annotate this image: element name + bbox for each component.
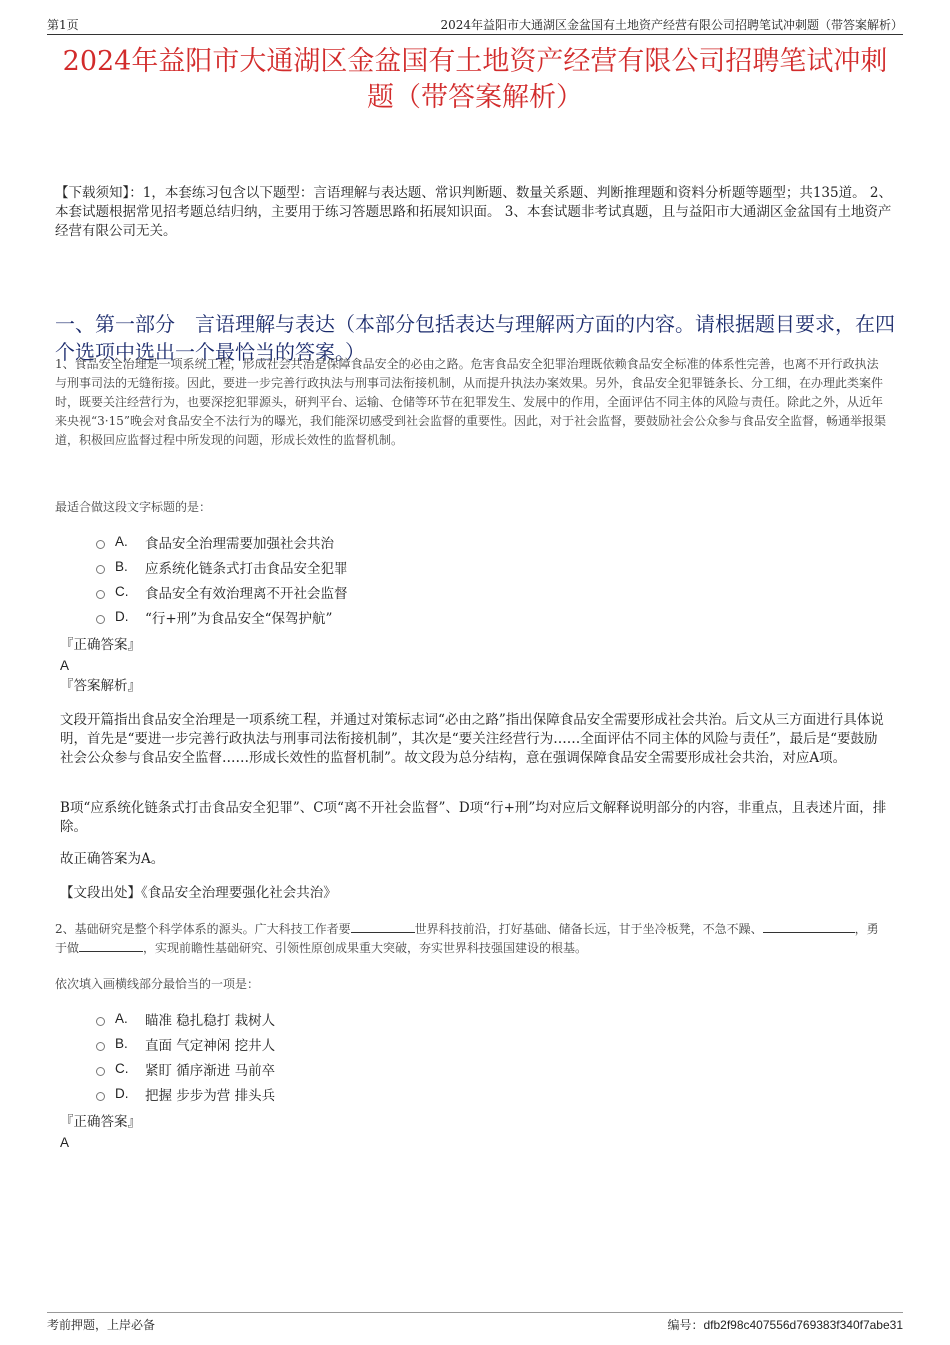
answer-label: 『正确答案』 (60, 637, 141, 653)
document-id: 编号：dfb2f98c407556d769383f340f7abe31 (667, 1318, 903, 1332)
blank-1[interactable] (351, 920, 415, 933)
answer-label: 『正确答案』 (60, 1114, 141, 1130)
question-2-prompt: 依次填入画横线部分最恰当的一项是： (55, 977, 260, 991)
radio-icon[interactable] (96, 1067, 105, 1076)
option-c[interactable]: C. 食品安全有效治理离不开社会监督 (96, 579, 348, 604)
radio-icon[interactable] (96, 590, 105, 599)
document-title: 2024年益阳市大通湖区金盆国有土地资产经营有限公司招聘笔试冲刺题（带答案解析） (62, 46, 888, 113)
page-footer (47, 1312, 903, 1333)
question-1-text: 1、食品安全治理是一项系统工程，形成社会共治是保障食品安全的必由之路。危害食品安全犯罪治理既依赖食品安全标准的体系性完善，也离不开行政执法与刑事司法的无缝衔接。因此，要进一步完善行政执法与刑事司法衔接机制，从而提升执法办案效果。另外，食品安全犯罪链条长、分工细，在办理此类案件时，既要关注经营行为，也要深挖犯罪源头，研判平台、运输、仓储等环节在犯罪发生、发展中的作用，全面评估不同主体的风险与责任。除此之外，从近年来央视“3·15”晚会对食品安全不法行为的曝光，我们能深切感受到社会监督的重要性。因此，对于社会监督，要鼓励社会公众参与食品安全监督，畅通举报渠道，积极回应监督过程中所发现的问题，形成长效性的监督机制。 (55, 357, 886, 447)
analysis-paragraph-3: 故正确答案为A。 (60, 851, 165, 867)
header-doc-title: 2024年益阳市大通湖区金盆国有土地资产经营有限公司招聘笔试冲刺题（带答案解析） (440, 18, 903, 32)
question-2-options (96, 1006, 275, 1106)
option-b[interactable]: B. 直面 气定神闲 挖井人 (96, 1031, 275, 1056)
option-a[interactable]: A. 食品安全治理需要加强社会共治 (96, 529, 348, 554)
option-d[interactable]: D. “行+刑”为食品安全“保驾护航” (96, 604, 348, 629)
radio-icon[interactable] (96, 565, 105, 574)
blank-3[interactable] (79, 939, 143, 952)
download-notice: 【下载须知】：1，本套练习包含以下题型：言语理解与表达题、常识判断题、数量关系题、判断推理题和资料分析题等题型；共135道。 2、本套试题根据常见招考题总结归纳，主要用于练习答题思路和拓展知识面。 3、本套试题非考试真题，且与益阳市大通湖区金盆国有土地资产经营有限公司无关。 (55, 185, 892, 239)
radio-icon[interactable] (96, 615, 105, 624)
answer-value: A (60, 658, 70, 673)
question-2-text: 2、基础研究是整个科学体系的源头。广大科技工作者要 世界科技前沿，打好基础、储备长远，甘于坐冷板凳，不急不躁、 ，勇于做 ，实现前瞻性基础研究、引领性原创成果重大突破，夯实世界科技强国建设的根基。 (55, 922, 879, 955)
question-1-prompt: 最适合做这段文字标题的是： (55, 500, 212, 514)
radio-icon[interactable] (96, 540, 105, 549)
footer-slogan: 考前押题，上岸必备 (47, 1318, 156, 1332)
option-a[interactable]: A. 瞄准 稳扎稳打 栽树人 (96, 1006, 275, 1031)
option-b[interactable]: B. 应系统化链条式打击食品安全犯罪 (96, 554, 348, 579)
option-d[interactable]: D. 把握 步步为营 排头兵 (96, 1081, 275, 1106)
page-header (47, 14, 903, 35)
page-number: 第1页 (47, 18, 79, 32)
blank-2[interactable] (763, 920, 855, 933)
option-c[interactable]: C. 紧盯 循序渐进 马前卒 (96, 1056, 275, 1081)
answer-value: A (60, 1135, 70, 1150)
source-note: 【文段出处】《食品安全治理要强化社会共治》 (60, 885, 337, 901)
analysis-paragraph-2: B项“应系统化链条式打击食品安全犯罪”、C项“离不开社会监督”、D项“行+刑”均对应后文解释说明部分的内容，非重点，且表述片面，排除。 (60, 800, 887, 835)
analysis-paragraph-1: 文段开篇指出食品安全治理是一项系统工程，并通过对策标志词“必由之路”指出保障食品安全需要形成社会共治。后文从三方面进行具体说明，首先是“要进一步完善行政执法与刑事司法衔接机制”，其次是“要关注经营行为……全面评估不同主体的风险与责任”，最后是“要鼓励社会公众参与食品安全监督……形成长效性的监督机制”。故文段为总分结构，意在强调保障食品安全需要形成社会共治，对应A项。 (60, 712, 884, 766)
question-1-options (96, 529, 348, 629)
analysis-label: 『答案解析』 (60, 678, 141, 694)
radio-icon[interactable] (96, 1042, 105, 1051)
section-heading: 一、第一部分 言语理解与表达（本部分包括表达与理解两方面的内容。请根据题目要求，在四个选项中选出一个最恰当的答案。） (55, 312, 895, 364)
radio-icon[interactable] (96, 1092, 105, 1101)
radio-icon[interactable] (96, 1017, 105, 1026)
